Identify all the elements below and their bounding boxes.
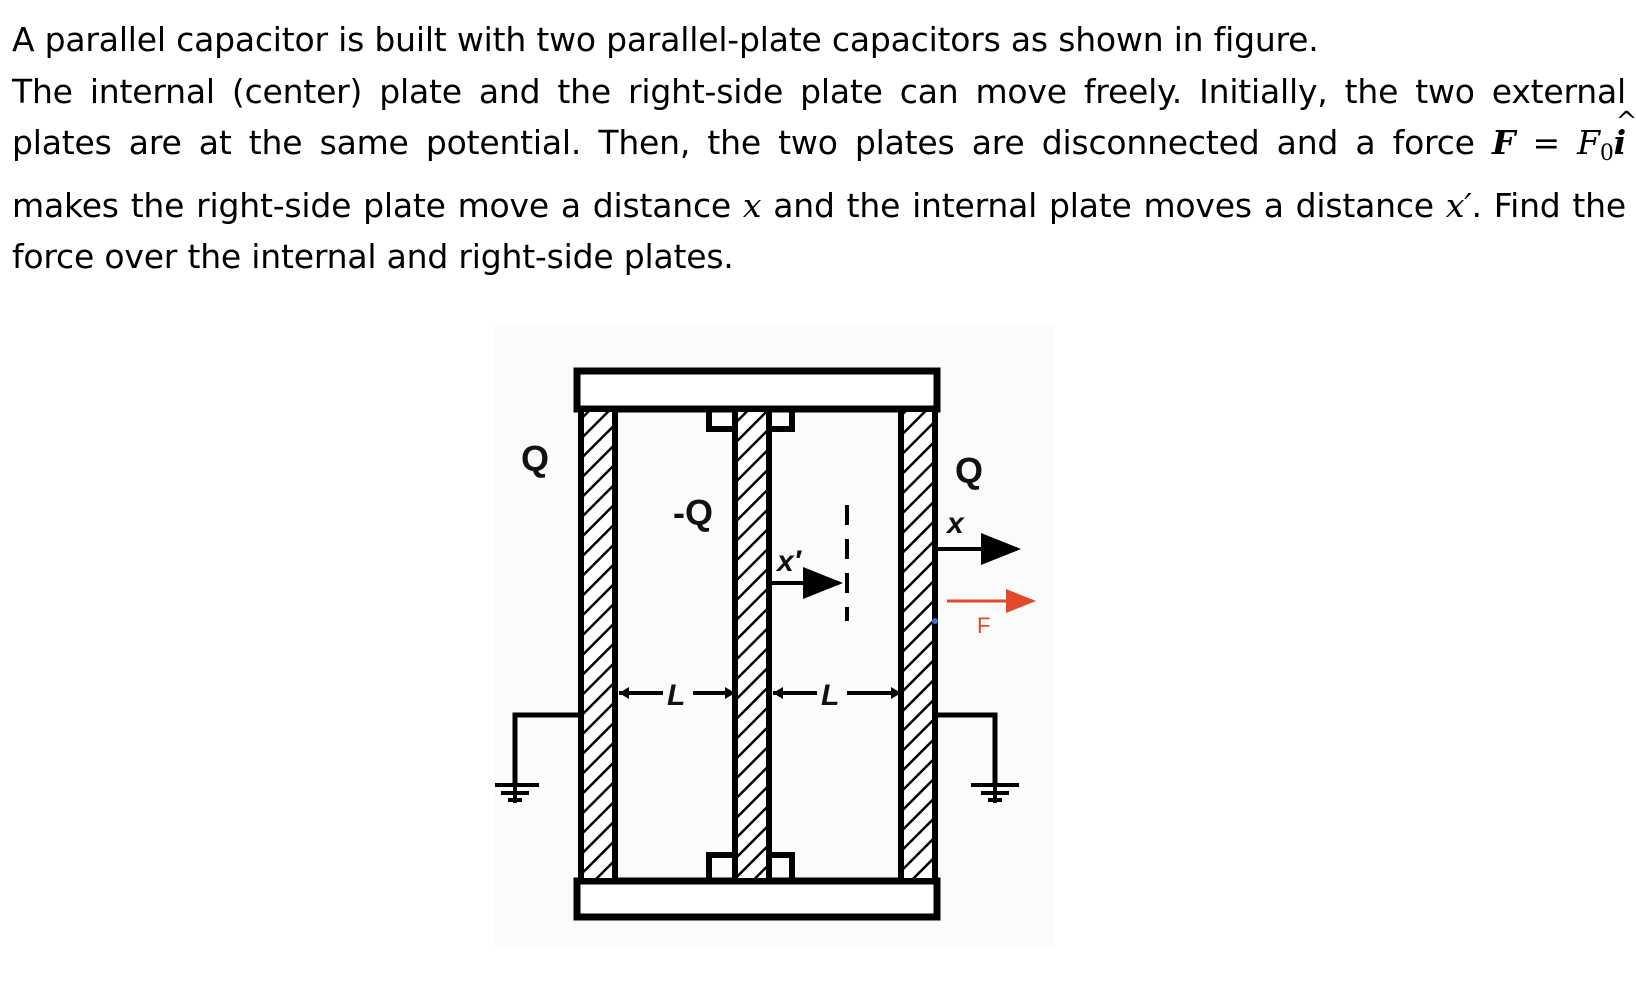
top-frame-bar	[577, 371, 937, 409]
right-gap-label: L	[821, 679, 840, 712]
capacitor-figure	[495, 325, 1115, 985]
left-gap-label: L	[667, 679, 686, 712]
x-label: x	[947, 507, 964, 540]
center-plate	[735, 409, 769, 881]
force-magnitude-symbol: F	[1577, 123, 1600, 162]
problem-line-2: The internal (center) plate and the right-side plate can move freely. Initially, the two external	[12, 71, 1626, 111]
force-application-point	[932, 618, 938, 624]
problem-line-3: plates are at the same potential. Then, the two plates are disconnected and a force $F = F_0\^{}$ i	[12, 117, 1626, 180]
problem-statement	[12, 14, 1626, 283]
left-plate	[581, 409, 615, 881]
right-plate	[901, 409, 935, 881]
unit-vector-i: ^ i	[1614, 117, 1626, 169]
problem-line-4: makes the right-side plate move a distance x and the internal plate moves a distance x′. Find the	[12, 185, 1626, 225]
left-plate-charge-label: Q	[521, 438, 550, 479]
force-label: F	[977, 613, 991, 638]
bottom-frame-bar	[577, 881, 937, 917]
force-vector-symbol: F	[1491, 123, 1516, 162]
problem-line-5: force over the internal and right-side plates.	[12, 237, 734, 276]
right-plate-charge-label: Q	[955, 450, 984, 491]
center-plate-charge-label: -Q	[673, 492, 713, 533]
problem-line-1: A parallel capacitor is built with two parallel-plate capacitors as shown in figure.	[12, 20, 1319, 59]
x-prime-label: x′	[777, 545, 801, 578]
